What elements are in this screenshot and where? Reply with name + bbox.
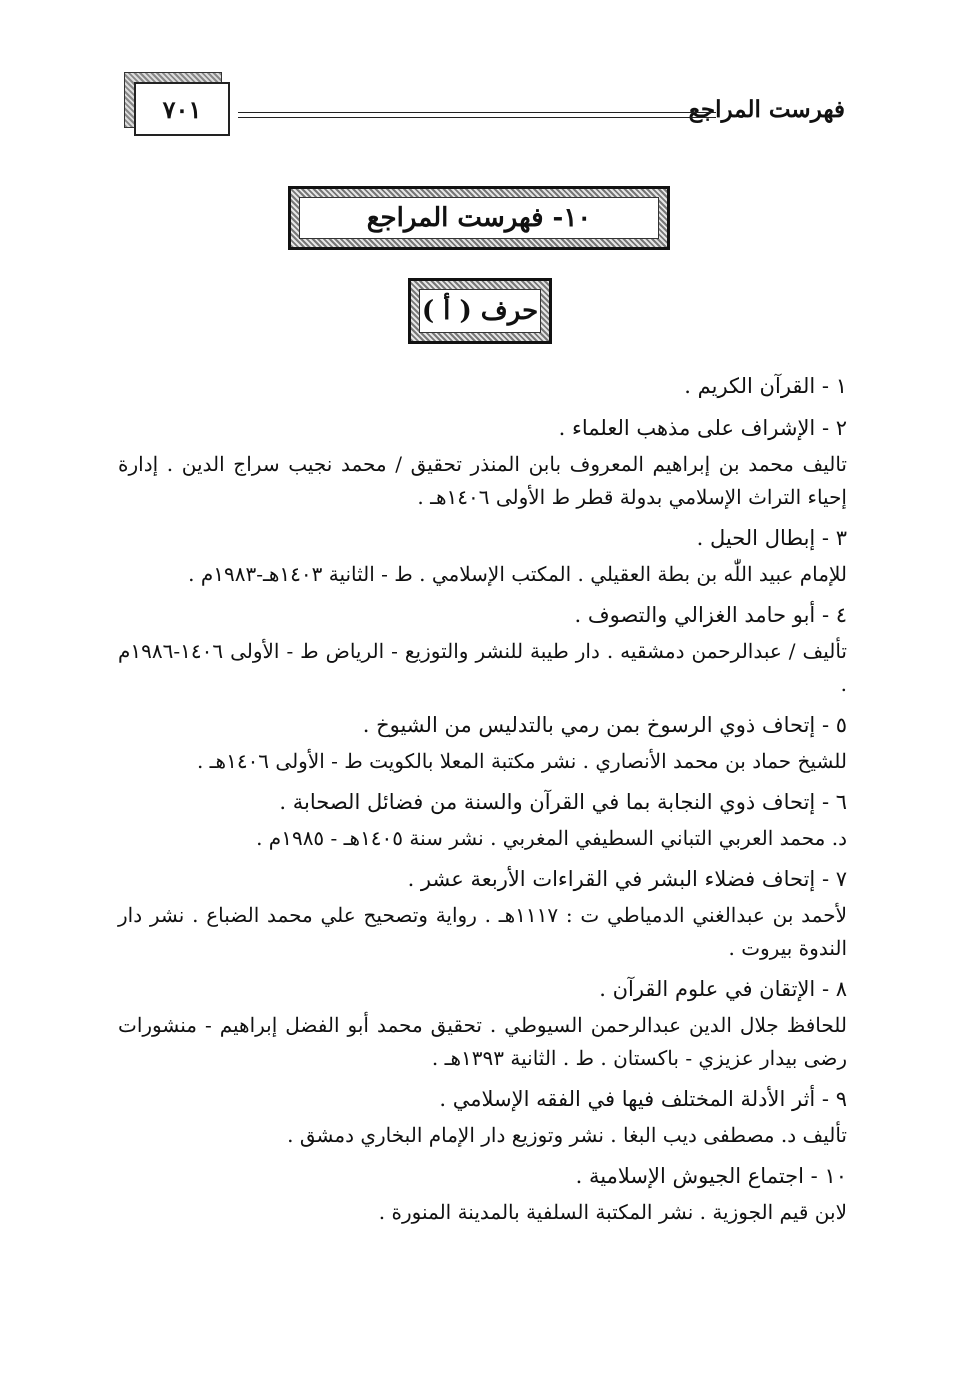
section-title-frame [288,186,670,250]
reference-title: ٦ - إتحاف ذوي النجابة بما في القرآن والسنة من فضائل الصحابة . [279,790,847,814]
reference-details: للإمام عبيد اللّٰه بن بطة العقيلي . المكتب الإسلامي . ط - الثانية ١٤٠٣هـ-١٩٨٣م . [188,562,847,586]
reference-details: تاليف محمد بن إبراهيم المعروف بابن المنذر تحقيق / محمد نجيب سراج الدين . إدارة إحياء التراث الإسلامي بدولة قطر ط الأولى ١٤٠٦هـ . [118,452,847,509]
reference-details: د. محمد العربي التباني السطيفي المغربي . نشر سنة ١٤٠٥هـ - ١٩٨٥م . [256,826,847,850]
reference-entry [118,971,847,1075]
reference-entry [118,784,847,855]
reference-title: ٨ - الإتقان في علوم القرآن . [599,977,847,1001]
running-title: فهرست المراجع [688,96,845,123]
header-rule [238,117,716,118]
reference-title: ٢ - الإشراف على مذهب العلماء . [558,416,847,440]
reference-entry [118,707,847,778]
reference-list [118,362,847,1229]
reference-entry [118,1081,847,1152]
page-number-box [134,82,230,136]
reference-entry [118,410,847,514]
reference-title: ٣ - إبطال الحيل . [696,526,847,550]
reference-entry [118,1158,847,1229]
reference-entry [118,368,847,404]
section-title: ١٠- فهرست المراجع [299,197,659,239]
reference-title: ١ - القرآن الكريم . [684,374,847,398]
header-rule [238,112,716,113]
letter-heading-frame [408,278,552,344]
reference-title: ٤ - أبو حامد الغزالي والتصوف . [574,603,847,627]
reference-title: ٥ - إتحاف ذوي الرسوخ بمن رمي بالتدليس من الشيوخ . [362,713,847,737]
page-number: ٧٠١ [162,94,202,124]
reference-details: تأليف / عبدالرحمن دمشقيه . دار طيبة للنشر والتوزيع - الرياض ط - الأولى ١٤٠٦-١٩٨٦م . [118,639,847,696]
reference-details: لأحمد بن عبدالغني الدمياطي ت : ١١١٧هـ . رواية وتصحيح علي محمد الضباع . نشر دار الندوة بيروت . [118,903,847,960]
reference-details: لابن قيم الجوزية . نشر المكتبة السلفية بالمدينة المنورة . [378,1200,847,1224]
reference-details: للحافظ جلال الدين عبدالرحمن السيوطي . تحقيق محمد أبو الفضل إبراهيم - منشورات رضى بيدار عزيزي - باكستان . ط . الثانية ١٣٩٣هـ . [118,1013,847,1070]
reference-entry [118,597,847,701]
reference-title: ٧ - إتحاف فضلاء البشر في القراءات الأربعة عشر . [407,867,847,891]
reference-entry [118,520,847,591]
letter-heading: حرف ( أ ) [419,289,541,333]
reference-title: ١٠ - اجتماع الجيوش الإسلامية . [575,1164,847,1188]
reference-details: تأليف د. مصطفى ديب البغا . نشر وتوزيع دار الإمام البخاري دمشق . [287,1123,847,1147]
reference-title: ٩ - أثر الأدلة المختلف فيها في الفقه الإسلامي . [439,1087,847,1111]
reference-entry [118,861,847,965]
reference-details: للشيخ حماد بن محمد الأنصاري . نشر مكتبة المعلا بالكويت ط - الأولى ١٤٠٦هـ . [196,749,847,773]
